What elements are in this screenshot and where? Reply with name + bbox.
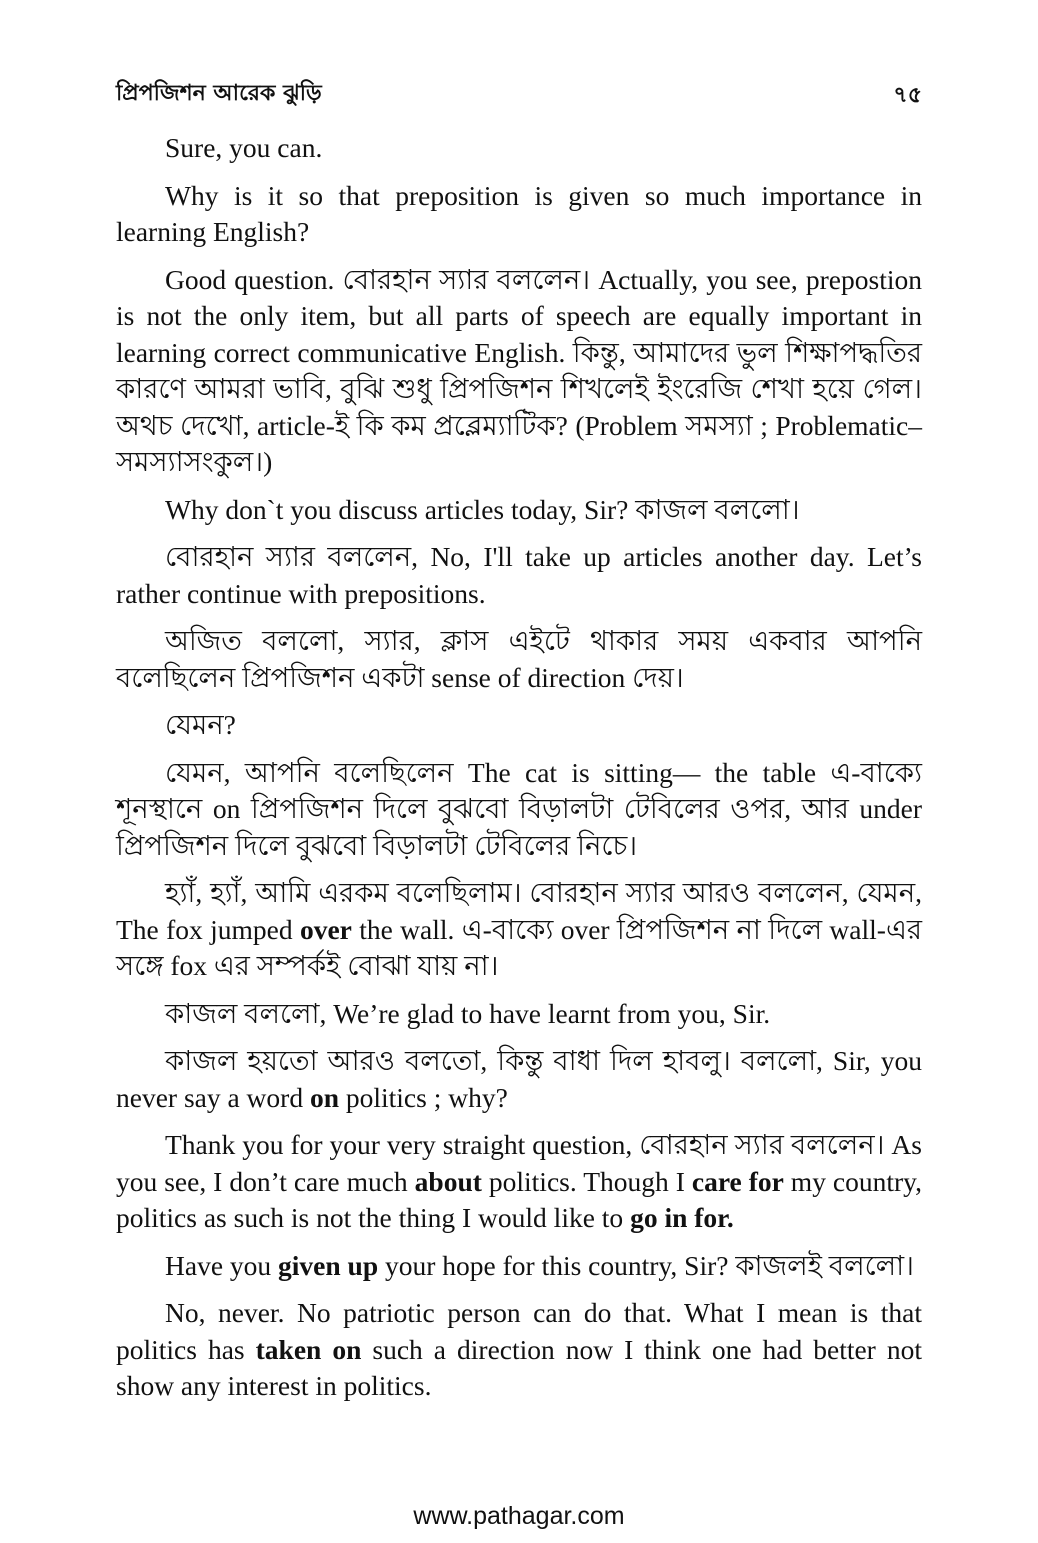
bold-phrase: care for <box>691 1165 784 1197</box>
bold-phrase: on <box>309 1081 339 1113</box>
paragraph <box>116 755 922 865</box>
text-run: Why don`t you discuss articles today, Sir? কাজল বললো। <box>165 493 800 525</box>
text-run: politics ; why? <box>339 1081 508 1113</box>
page-number: ৭৫ <box>893 83 922 108</box>
text-run: No, never. No patriotic person can do that. What I mean is that politics has <box>116 1297 922 1365</box>
paragraph <box>116 1295 922 1405</box>
body-text <box>116 130 922 1416</box>
paragraph <box>116 539 922 612</box>
text-run: কাজল হয়তো আরও বলতো, কিন্তু বাধা দিল হাবলু। বললো, Sir, you never say a word <box>116 1045 922 1113</box>
text-run: হ্যাঁ, হ্যাঁ, আমি এরকম বলেছিলাম। বোরহান স্যার আরও বললেন, যেমন, The fox jumped <box>116 877 922 945</box>
running-header-title: প্রিপজিশন আরেক ঝুড়ি <box>116 81 322 106</box>
text-run: বোরহান স্যার বললেন, No, I'll take up articles another day. Let’s rather continue with prepositions. <box>116 541 922 609</box>
text-run: Good question. বোরহান স্যার বললেন। Actually, you see, prepostion is not the only item, but all parts of speech are equally important in learning correct communicative English. কিন্তু, আমাদের ভুল শিক্ষাপদ্ধতির কারণে আমরা ভাবি, বুঝি শুধু প্রিপজিশন শিখলেই ইংরেজি শেখা হয়ে গেল। অথচ দেখো, article-ই কি কম প্রব্লেম্যাটিক? (Problem সমস্যা ; Problematic–সমস্যাসংকুল।) <box>116 263 922 477</box>
bold-phrase: over <box>299 913 352 945</box>
bold-phrase: go in for. <box>630 1202 734 1233</box>
bold-phrase: about <box>414 1165 482 1197</box>
paragraph <box>116 996 922 1033</box>
bold-phrase: given up <box>278 1249 379 1281</box>
text-run: my country, politics as such is not the thing I would like to <box>116 1165 923 1233</box>
text-run: such a direction now I think one had better not show any interest in politics. <box>116 1333 922 1401</box>
paragraph <box>116 130 922 167</box>
text-run: কাজল বললো, We’re glad to have learnt from you, Sir. <box>165 997 771 1029</box>
paragraph <box>116 707 922 744</box>
text-run: Thank you for your very straight question, বোরহান স্যার বললেন। As you see, I don’t care much <box>116 1129 922 1197</box>
paragraph <box>116 1043 922 1116</box>
text-run: politics. Though I <box>481 1165 692 1197</box>
footer-url: www.pathagar.com <box>413 1502 625 1530</box>
text-run: যেমন, আপনি বলেছিলেন The cat is sitting— the table এ-বাক্যে শূনস্থানে on প্রিপজিশন দিলে বুঝবো বিড়ালটা টেবিলের ওপর, আর under প্রিপজিশন দিলে বুঝবো বিড়ালটা টেবিলের নিচে। <box>116 756 922 861</box>
paragraph <box>116 623 922 696</box>
text-run: Sure, you can. <box>165 132 323 163</box>
text-run: your hope for this country, Sir? কাজলই বললো। <box>378 1249 914 1281</box>
paragraph <box>116 1248 922 1285</box>
paragraph <box>116 875 922 985</box>
paragraph <box>116 492 922 529</box>
text-run: Why is it so that preposition is given so much importance in learning English? <box>116 179 922 247</box>
text-run: যেমন? <box>165 709 236 740</box>
text-run: অজিত বললো, স্যার, ক্লাস এইটে থাকার সময় একবার আপনি বলেছিলেন প্রিপজিশন একটা sense of direction দেয়। <box>116 625 922 693</box>
paragraph <box>116 1127 922 1237</box>
text-run: Have you <box>165 1249 279 1281</box>
paragraph <box>116 262 922 481</box>
text-run: the wall. এ-বাক্যে over প্রিপজিশন না দিলে wall-এর সঙ্গে fox এর সম্পর্কই বোঝা যায় না। <box>116 913 922 981</box>
bold-phrase: taken on <box>255 1333 362 1365</box>
paragraph <box>116 178 922 251</box>
